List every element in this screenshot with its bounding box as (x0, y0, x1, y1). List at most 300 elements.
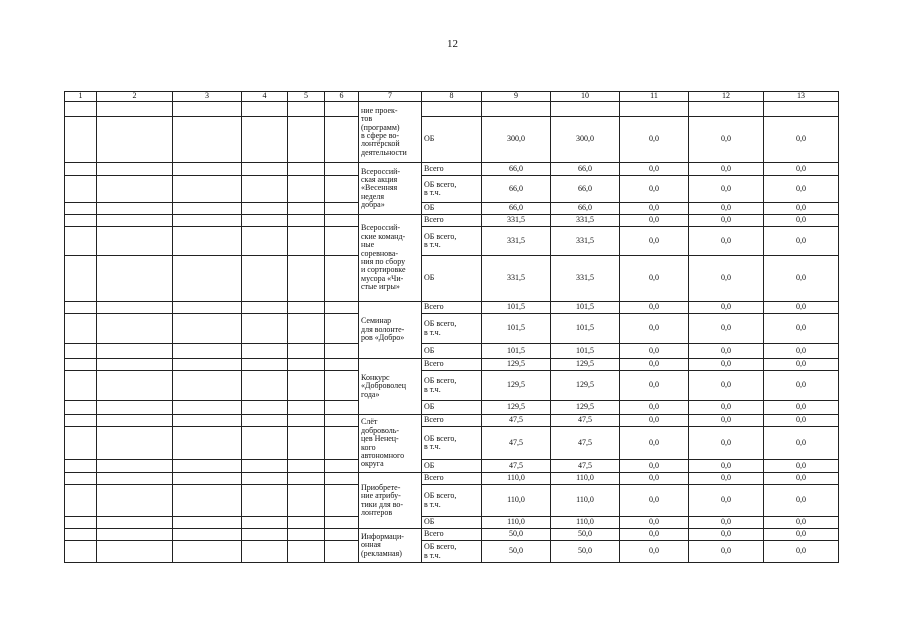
amount-cell (689, 102, 764, 117)
empty-cell (242, 314, 288, 344)
amount-cell: 0,0 (689, 517, 764, 529)
amount-cell: 47,5 (551, 460, 620, 473)
empty-cell (173, 485, 242, 517)
empty-cell (242, 302, 288, 314)
empty-cell (288, 302, 325, 314)
empty-cell (65, 517, 97, 529)
table-row (65, 359, 839, 371)
column-header: 12 (689, 92, 764, 102)
table-row (65, 203, 839, 215)
empty-cell (325, 401, 359, 415)
empty-cell (242, 227, 288, 256)
empty-cell (288, 227, 325, 256)
funding-source: Всего (422, 302, 482, 314)
empty-cell (173, 517, 242, 529)
empty-cell (325, 359, 359, 371)
amount-cell: 331,5 (482, 256, 551, 302)
empty-cell (65, 541, 97, 563)
amount-cell (551, 102, 620, 117)
amount-cell: 0,0 (689, 344, 764, 359)
empty-cell (173, 541, 242, 563)
empty-cell (325, 176, 359, 203)
empty-cell (65, 117, 97, 163)
empty-cell (242, 460, 288, 473)
empty-cell (242, 517, 288, 529)
amount-cell: 0,0 (689, 371, 764, 401)
table-row (65, 473, 839, 485)
empty-cell (242, 359, 288, 371)
amount-cell: 0,0 (689, 256, 764, 302)
event-name: Информаци- онная (рекламная) (359, 529, 422, 563)
amount-cell: 0,0 (689, 415, 764, 427)
empty-cell (242, 117, 288, 163)
empty-cell (65, 163, 97, 176)
empty-cell (242, 203, 288, 215)
amount-cell: 0,0 (689, 302, 764, 314)
empty-cell (65, 203, 97, 215)
table-row (65, 517, 839, 529)
empty-cell (325, 460, 359, 473)
amount-cell: 101,5 (551, 302, 620, 314)
empty-cell (65, 460, 97, 473)
amount-cell: 47,5 (482, 415, 551, 427)
amount-cell: 66,0 (482, 176, 551, 203)
amount-cell: 0,0 (764, 427, 839, 460)
table-row (65, 102, 839, 117)
amount-cell: 0,0 (689, 473, 764, 485)
amount-cell: 129,5 (482, 371, 551, 401)
empty-cell (288, 415, 325, 427)
column-header: 7 (359, 92, 422, 102)
empty-cell (288, 427, 325, 460)
amount-cell: 0,0 (689, 529, 764, 541)
amount-cell: 0,0 (764, 517, 839, 529)
empty-cell (288, 203, 325, 215)
empty-cell (325, 517, 359, 529)
empty-cell (65, 256, 97, 302)
empty-cell (65, 473, 97, 485)
table-row (65, 227, 839, 256)
amount-cell: 110,0 (482, 485, 551, 517)
amount-cell: 129,5 (482, 401, 551, 415)
empty-cell (65, 102, 97, 117)
funding-source: ОБ всего, в т.ч. (422, 371, 482, 401)
amount-cell: 47,5 (551, 415, 620, 427)
amount-cell: 0,0 (620, 485, 689, 517)
amount-cell: 0,0 (764, 529, 839, 541)
empty-cell (173, 359, 242, 371)
funding-source: ОБ (422, 117, 482, 163)
empty-cell (288, 460, 325, 473)
empty-cell (65, 485, 97, 517)
empty-cell (288, 117, 325, 163)
table-row (65, 541, 839, 563)
amount-cell: 0,0 (764, 371, 839, 401)
empty-cell (242, 215, 288, 227)
funding-source: ОБ (422, 256, 482, 302)
empty-cell (173, 529, 242, 541)
funding-source: ОБ (422, 401, 482, 415)
empty-cell (242, 473, 288, 485)
empty-cell (97, 117, 173, 163)
empty-cell (173, 227, 242, 256)
empty-cell (288, 529, 325, 541)
table-row (65, 215, 839, 227)
event-name: Всероссий- ская акция «Весенняя неделя добра» (359, 163, 422, 215)
empty-cell (242, 401, 288, 415)
amount-cell: 0,0 (764, 485, 839, 517)
amount-cell: 331,5 (551, 215, 620, 227)
funding-source: ОБ (422, 203, 482, 215)
event-name: ние проек- тов (программ) в сфере во- лонтёрской деятельности (359, 102, 422, 163)
amount-cell: 47,5 (482, 427, 551, 460)
funding-source: Всего (422, 163, 482, 176)
amount-cell: 0,0 (620, 117, 689, 163)
table-row (65, 427, 839, 460)
empty-cell (242, 541, 288, 563)
amount-cell: 0,0 (689, 117, 764, 163)
amount-cell: 331,5 (551, 256, 620, 302)
table-row (65, 314, 839, 344)
empty-cell (288, 371, 325, 401)
empty-cell (242, 371, 288, 401)
table-row (65, 401, 839, 415)
empty-cell (173, 117, 242, 163)
amount-cell: 0,0 (620, 203, 689, 215)
table-row (65, 117, 839, 163)
funding-source: Всего (422, 473, 482, 485)
amount-cell: 0,0 (620, 314, 689, 344)
amount-cell: 0,0 (764, 359, 839, 371)
empty-cell (288, 163, 325, 176)
table-row (65, 302, 839, 314)
amount-cell: 0,0 (764, 215, 839, 227)
funding-source: Всего (422, 529, 482, 541)
empty-cell (173, 203, 242, 215)
empty-cell (173, 473, 242, 485)
amount-cell: 0,0 (620, 344, 689, 359)
amount-cell: 0,0 (689, 541, 764, 563)
amount-cell: 110,0 (551, 517, 620, 529)
funding-source: ОБ всего, в т.ч. (422, 176, 482, 203)
amount-cell: 0,0 (620, 401, 689, 415)
table-row (65, 460, 839, 473)
amount-cell: 0,0 (764, 203, 839, 215)
column-header: 13 (764, 92, 839, 102)
amount-cell: 66,0 (551, 163, 620, 176)
empty-cell (242, 256, 288, 302)
amount-cell: 101,5 (482, 314, 551, 344)
amount-cell: 0,0 (764, 117, 839, 163)
empty-cell (173, 415, 242, 427)
empty-cell (65, 215, 97, 227)
empty-cell (325, 102, 359, 117)
empty-cell (325, 163, 359, 176)
empty-cell (97, 517, 173, 529)
amount-cell: 110,0 (482, 517, 551, 529)
empty-cell (325, 227, 359, 256)
amount-cell: 50,0 (551, 529, 620, 541)
empty-cell (288, 517, 325, 529)
column-header: 9 (482, 92, 551, 102)
amount-cell: 0,0 (764, 314, 839, 344)
amount-cell: 0,0 (620, 215, 689, 227)
empty-cell (325, 541, 359, 563)
amount-cell (482, 102, 551, 117)
empty-cell (173, 427, 242, 460)
empty-cell (288, 541, 325, 563)
column-header: 10 (551, 92, 620, 102)
empty-cell (173, 314, 242, 344)
empty-cell (97, 485, 173, 517)
empty-cell (242, 415, 288, 427)
amount-cell: 0,0 (620, 415, 689, 427)
empty-cell (173, 176, 242, 203)
empty-cell (288, 314, 325, 344)
empty-cell (97, 176, 173, 203)
funding-source: ОБ всего, в т.ч. (422, 541, 482, 563)
amount-cell (620, 102, 689, 117)
amount-cell: 129,5 (482, 359, 551, 371)
table-row (65, 485, 839, 517)
funding-source: ОБ (422, 460, 482, 473)
table-row (65, 529, 839, 541)
empty-cell (173, 344, 242, 359)
empty-cell (325, 415, 359, 427)
empty-cell (97, 529, 173, 541)
funding-source: ОБ всего, в т.ч. (422, 314, 482, 344)
empty-cell (97, 371, 173, 401)
amount-cell: 0,0 (764, 401, 839, 415)
empty-cell (65, 344, 97, 359)
amount-cell: 129,5 (551, 371, 620, 401)
empty-cell (242, 163, 288, 176)
column-header: 4 (242, 92, 288, 102)
amount-cell: 0,0 (689, 203, 764, 215)
funding-source: ОБ всего, в т.ч. (422, 427, 482, 460)
empty-cell (97, 102, 173, 117)
amount-cell: 0,0 (764, 163, 839, 176)
empty-cell (288, 215, 325, 227)
amount-cell: 66,0 (482, 203, 551, 215)
amount-cell: 0,0 (620, 256, 689, 302)
page-number: 12 (447, 38, 458, 50)
amount-cell: 0,0 (620, 163, 689, 176)
empty-cell (65, 176, 97, 203)
table-row (65, 415, 839, 427)
column-header: 1 (65, 92, 97, 102)
event-name: Конкурс «Доброволец года» (359, 359, 422, 415)
amount-cell: 331,5 (482, 215, 551, 227)
funding-source: Всего (422, 359, 482, 371)
empty-cell (97, 314, 173, 344)
empty-cell (173, 102, 242, 117)
amount-cell: 50,0 (482, 529, 551, 541)
empty-cell (242, 176, 288, 203)
empty-cell (242, 344, 288, 359)
empty-cell (242, 485, 288, 517)
table-row (65, 344, 839, 359)
event-name: Слёт доброволь- цев Ненец- кого автономного округа (359, 415, 422, 473)
empty-cell (325, 473, 359, 485)
amount-cell: 0,0 (689, 215, 764, 227)
event-name: Приобрете- ние атрибу- тики для во- лонтеров (359, 473, 422, 529)
amount-cell: 0,0 (689, 314, 764, 344)
empty-cell (173, 371, 242, 401)
empty-cell (97, 541, 173, 563)
amount-cell: 0,0 (620, 473, 689, 485)
funding-source: ОБ всего, в т.ч. (422, 485, 482, 517)
amount-cell: 0,0 (689, 485, 764, 517)
amount-cell: 0,0 (689, 460, 764, 473)
amount-cell: 331,5 (482, 227, 551, 256)
amount-cell: 66,0 (551, 203, 620, 215)
amount-cell: 331,5 (551, 227, 620, 256)
column-header: 6 (325, 92, 359, 102)
table-row (65, 371, 839, 401)
empty-cell (173, 302, 242, 314)
amount-cell: 0,0 (764, 473, 839, 485)
empty-cell (288, 256, 325, 302)
amount-cell: 50,0 (551, 541, 620, 563)
empty-cell (97, 359, 173, 371)
empty-cell (97, 215, 173, 227)
table-row (65, 176, 839, 203)
column-header: 3 (173, 92, 242, 102)
amount-cell: 110,0 (551, 473, 620, 485)
empty-cell (288, 401, 325, 415)
amount-cell: 0,0 (689, 401, 764, 415)
empty-cell (242, 529, 288, 541)
amount-cell: 0,0 (689, 359, 764, 371)
amount-cell: 300,0 (551, 117, 620, 163)
empty-cell (325, 427, 359, 460)
amount-cell: 101,5 (551, 314, 620, 344)
amount-cell: 0,0 (764, 227, 839, 256)
amount-cell: 0,0 (620, 529, 689, 541)
empty-cell (65, 415, 97, 427)
empty-cell (65, 371, 97, 401)
amount-cell: 0,0 (620, 176, 689, 203)
amount-cell: 0,0 (620, 460, 689, 473)
table-body (65, 102, 839, 563)
empty-cell (173, 401, 242, 415)
column-header: 2 (97, 92, 173, 102)
empty-cell (325, 314, 359, 344)
empty-cell (288, 102, 325, 117)
amount-cell: 0,0 (620, 371, 689, 401)
amount-cell: 0,0 (689, 163, 764, 176)
funding-source: ОБ всего, в т.ч. (422, 227, 482, 256)
amount-cell: 0,0 (620, 427, 689, 460)
empty-cell (97, 415, 173, 427)
table-row (65, 163, 839, 176)
empty-cell (325, 485, 359, 517)
empty-cell (65, 401, 97, 415)
amount-cell (764, 102, 839, 117)
empty-cell (97, 203, 173, 215)
empty-cell (288, 344, 325, 359)
empty-cell (242, 427, 288, 460)
amount-cell: 300,0 (482, 117, 551, 163)
event-name: Семинар для волонте- ров «Добро» (359, 302, 422, 359)
amount-cell: 66,0 (551, 176, 620, 203)
amount-cell: 0,0 (764, 460, 839, 473)
empty-cell (65, 427, 97, 460)
empty-cell (325, 302, 359, 314)
amount-cell: 0,0 (764, 415, 839, 427)
amount-cell: 47,5 (482, 460, 551, 473)
empty-cell (173, 460, 242, 473)
empty-cell (65, 314, 97, 344)
column-header: 11 (620, 92, 689, 102)
empty-cell (97, 427, 173, 460)
empty-cell (97, 163, 173, 176)
empty-cell (97, 344, 173, 359)
amount-cell: 0,0 (620, 302, 689, 314)
empty-cell (288, 485, 325, 517)
empty-cell (288, 359, 325, 371)
empty-cell (325, 203, 359, 215)
amount-cell: 110,0 (482, 473, 551, 485)
amount-cell: 0,0 (764, 176, 839, 203)
empty-cell (65, 529, 97, 541)
empty-cell (97, 473, 173, 485)
amount-cell: 129,5 (551, 359, 620, 371)
empty-cell (325, 371, 359, 401)
amount-cell: 0,0 (764, 256, 839, 302)
amount-cell: 0,0 (620, 541, 689, 563)
column-number-header (65, 92, 839, 102)
empty-cell (65, 227, 97, 256)
empty-cell (288, 473, 325, 485)
amount-cell: 0,0 (689, 176, 764, 203)
empty-cell (173, 163, 242, 176)
empty-cell (97, 302, 173, 314)
amount-cell: 0,0 (764, 541, 839, 563)
amount-cell: 0,0 (620, 517, 689, 529)
amount-cell: 0,0 (689, 227, 764, 256)
amount-cell: 101,5 (551, 344, 620, 359)
amount-cell: 101,5 (482, 344, 551, 359)
empty-cell (65, 302, 97, 314)
amount-cell: 0,0 (620, 359, 689, 371)
funding-source (422, 102, 482, 117)
amount-cell: 0,0 (764, 344, 839, 359)
empty-cell (173, 256, 242, 302)
amount-cell: 129,5 (551, 401, 620, 415)
table-row (65, 256, 839, 302)
empty-cell (97, 401, 173, 415)
column-header: 5 (288, 92, 325, 102)
empty-cell (173, 215, 242, 227)
budget-table (64, 91, 839, 563)
amount-cell: 110,0 (551, 485, 620, 517)
amount-cell: 66,0 (482, 163, 551, 176)
empty-cell (325, 256, 359, 302)
amount-cell: 47,5 (551, 427, 620, 460)
amount-cell: 0,0 (764, 302, 839, 314)
funding-source: Всего (422, 215, 482, 227)
empty-cell (288, 176, 325, 203)
empty-cell (325, 117, 359, 163)
empty-cell (325, 215, 359, 227)
funding-source: ОБ (422, 344, 482, 359)
empty-cell (97, 460, 173, 473)
empty-cell (242, 102, 288, 117)
column-header: 8 (422, 92, 482, 102)
amount-cell: 0,0 (620, 227, 689, 256)
